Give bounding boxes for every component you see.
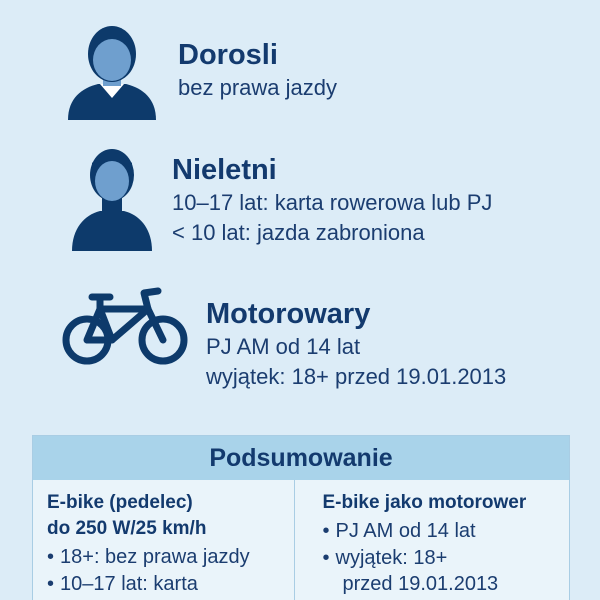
left-heading-line-2: do 250 W/25 km/h — [47, 518, 207, 540]
bullet-continuation: przed 19.01.2013 — [342, 573, 499, 595]
adults-title: Dorosli — [178, 39, 278, 71]
minors-row — [70, 145, 492, 251]
adults-row — [66, 24, 337, 120]
bullet-icon: • — [322, 546, 330, 569]
bullet-icon: • — [47, 546, 55, 569]
summary-panel — [32, 435, 570, 600]
bullet-icon: • — [322, 520, 330, 543]
list-item: • 10–17 lat: karta — [47, 572, 198, 595]
mopeds-line-1: PJ AM od 14 lat — [206, 333, 361, 359]
left-heading-line-1: E-bike (pedelec) — [47, 492, 193, 513]
mopeds-row — [62, 285, 506, 392]
bullet-icon: • — [47, 572, 55, 595]
summary-left-column — [33, 480, 294, 600]
mopeds-line-2: wyjątek: 18+ przed 19.01.2013 — [206, 363, 507, 389]
summary-right-column — [294, 480, 570, 600]
bicycle-icon — [62, 285, 188, 369]
list-item: • wyjątek: 18+ przed 19.01.2013 — [323, 545, 570, 598]
summary-title: Podsumowanie — [33, 436, 569, 480]
adults-line-1: bez prawa jazdy — [178, 74, 337, 100]
minors-title: Nieletni — [172, 154, 277, 186]
right-heading: E-bike jako motorower — [322, 492, 527, 513]
adult-person-icon — [66, 24, 158, 120]
minors-line-2: < 10 lat: jazda zabroniona — [172, 219, 425, 245]
minors-line-1: 10–17 lat: karta rowerowa lub PJ — [172, 189, 493, 215]
mopeds-title: Motorowary — [206, 298, 371, 330]
list-item: • PJ AM od 14 lat — [322, 520, 476, 543]
minor-person-icon — [70, 145, 154, 251]
list-item: • 18+: bez prawa jazdy — [47, 546, 250, 569]
